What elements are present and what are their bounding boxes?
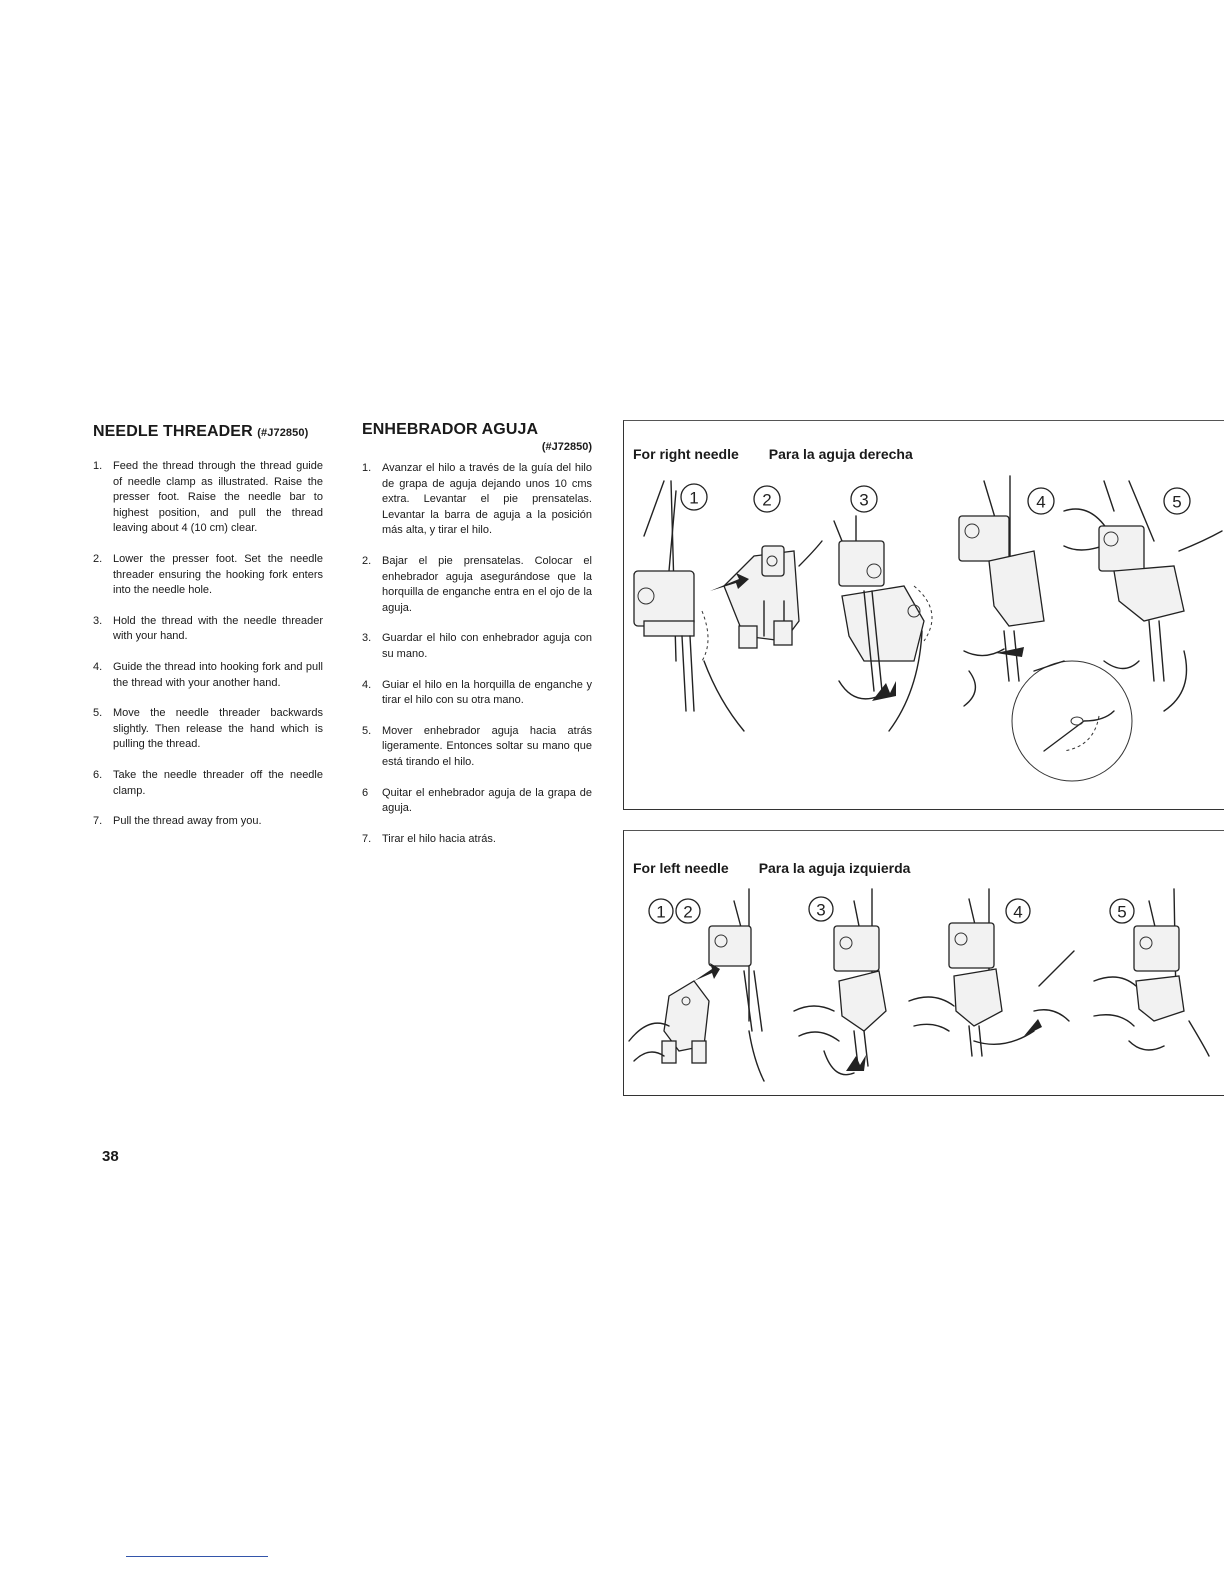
step-text: Bajar el pie prensatelas. Colocar el enhebrador aguja asegurándose que la horquilla de enganche entra en el ojo de la aguja. [382,554,592,614]
spanish-column [362,420,592,862]
right-marker-3 [851,486,877,512]
left-marker-5-label: 5 [1117,902,1127,922]
step-text: Feed the thread through the thread guide of needle clamp as illustrated. Raise the presser foot. Raise the needle bar to highest position, and pull the thread leaving about 4 (10 cm) clear. [113,460,323,535]
spanish-step [362,724,592,771]
right-marker-5-label: 5 [1172,492,1182,512]
left-step-markers [649,897,1134,923]
left-needle-label-en: For left needle [633,860,729,876]
right-marker-2-label: 2 [762,490,772,510]
step-text: Quitar el enhebrador aguja de la grapa de aguja. [382,786,592,815]
right-marker-5 [1164,488,1190,514]
left-marker-4-label: 4 [1013,902,1023,922]
spanish-steps-list [362,461,592,847]
step-text: Take the needle threader off the needle clamp. [113,768,323,797]
step-number: 3. [362,632,372,645]
left-marker-3 [809,897,833,921]
page-number: 38 [102,1148,119,1165]
spanish-title: ENHEBRADOR AGUJA [362,421,539,438]
step-number: 4. [362,678,372,691]
step-number: 7. [93,815,103,828]
step-number: 1. [362,462,372,474]
right-scene-4 [959,476,1132,781]
english-column [93,422,323,845]
needle-threader-illustration-icon [624,831,1224,1095]
right-scene-1 [634,481,744,731]
right-marker-3-label: 3 [859,490,869,510]
step-text: Lower the presser foot. Set the needle threader ensuring the hooking fork enters into the needle hole. [113,552,323,597]
step-number: 5. [362,724,372,737]
right-scene-2 [710,541,822,648]
english-step [93,459,323,537]
english-model-number: (#J72850) [257,427,309,439]
left-marker-3-label: 3 [816,900,826,920]
right-marker-1-label: 1 [689,488,699,508]
right-needle-figure [623,420,1224,810]
step-number: 2. [362,554,372,567]
step-number: 7. [362,832,372,845]
step-text: Tirar el hilo hacia atrás. [382,832,496,845]
left-scene-1-2 [629,889,764,1081]
step-text: Move the needle threader backwards slightly. Then release the hand which is pulling the thread. [113,707,323,751]
left-marker-5 [1110,899,1134,923]
step-text: Guide the thread into hooking fork and pull the thread with your another hand. [113,660,323,689]
step-text: Guiar el hilo en la horquilla de enganche y tirar el hilo con su otra mano. [382,678,592,707]
spanish-step [362,631,592,662]
english-step [93,814,323,830]
footer-rule [126,1556,268,1557]
step-number: 3. [93,614,103,627]
right-marker-4 [1028,488,1054,514]
step-text: Guardar el hilo con enhebrador aguja con su mano. [382,632,592,660]
english-title [93,422,323,443]
right-scene-5 [1099,481,1222,711]
left-marker-1 [649,899,673,923]
left-scene-5 [1094,889,1209,1056]
right-scene-3 [834,516,932,731]
left-scene-4 [909,889,1074,1056]
english-title-text: NEEDLE THREADER [93,423,253,440]
left-marker-1-label: 1 [656,902,666,922]
right-marker-2 [754,486,780,512]
step-number: 1. [93,460,103,472]
right-needle-label-es: Para la aguja derecha [768,446,913,462]
step-number: 4. [93,660,103,673]
step-text: Hold the thread with the needle threader with your hand. [113,614,323,643]
left-marker-2-label: 2 [683,902,693,922]
english-step [93,768,323,799]
spanish-step [362,554,592,616]
left-scene-3 [794,889,886,1075]
english-step [93,660,323,691]
step-number: 2. [93,552,103,565]
spanish-step [362,461,592,539]
needle-threader-illustration-icon [624,421,1224,809]
step-number: 5. [93,707,103,720]
right-marker-4-label: 4 [1036,492,1046,512]
english-step [93,614,323,645]
english-step [93,706,323,753]
right-needle-label-en: For right needle [633,446,739,462]
spanish-step [362,832,592,848]
english-step [93,552,323,599]
spanish-step [362,786,592,817]
right-marker-1 [681,484,707,510]
left-marker-2 [676,899,700,923]
left-needle-label-es: Para la aguja izquierda [758,860,911,876]
step-text: Avanzar el hilo a través de la guía del hilo de grapa de aguja dejando unos 10 cms extra. Levantar el pie prensatelas. Levantar la barra de aguja a la posición más alta, y tirar el hilo. [382,462,592,537]
english-steps-list [93,459,323,830]
left-marker-4 [1006,899,1030,923]
step-number: 6. [93,768,103,781]
step-text: Mover enhebrador aguja hacia atrás ligeramente. Entonces soltar su mano que está tirando el hilo. [382,724,592,768]
step-number: 6 [362,786,369,799]
spanish-model-number: (#J72850) [541,441,592,453]
step-text: Pull the thread away from you. [113,815,262,828]
spanish-step [362,678,592,709]
left-needle-figure [623,830,1224,1096]
